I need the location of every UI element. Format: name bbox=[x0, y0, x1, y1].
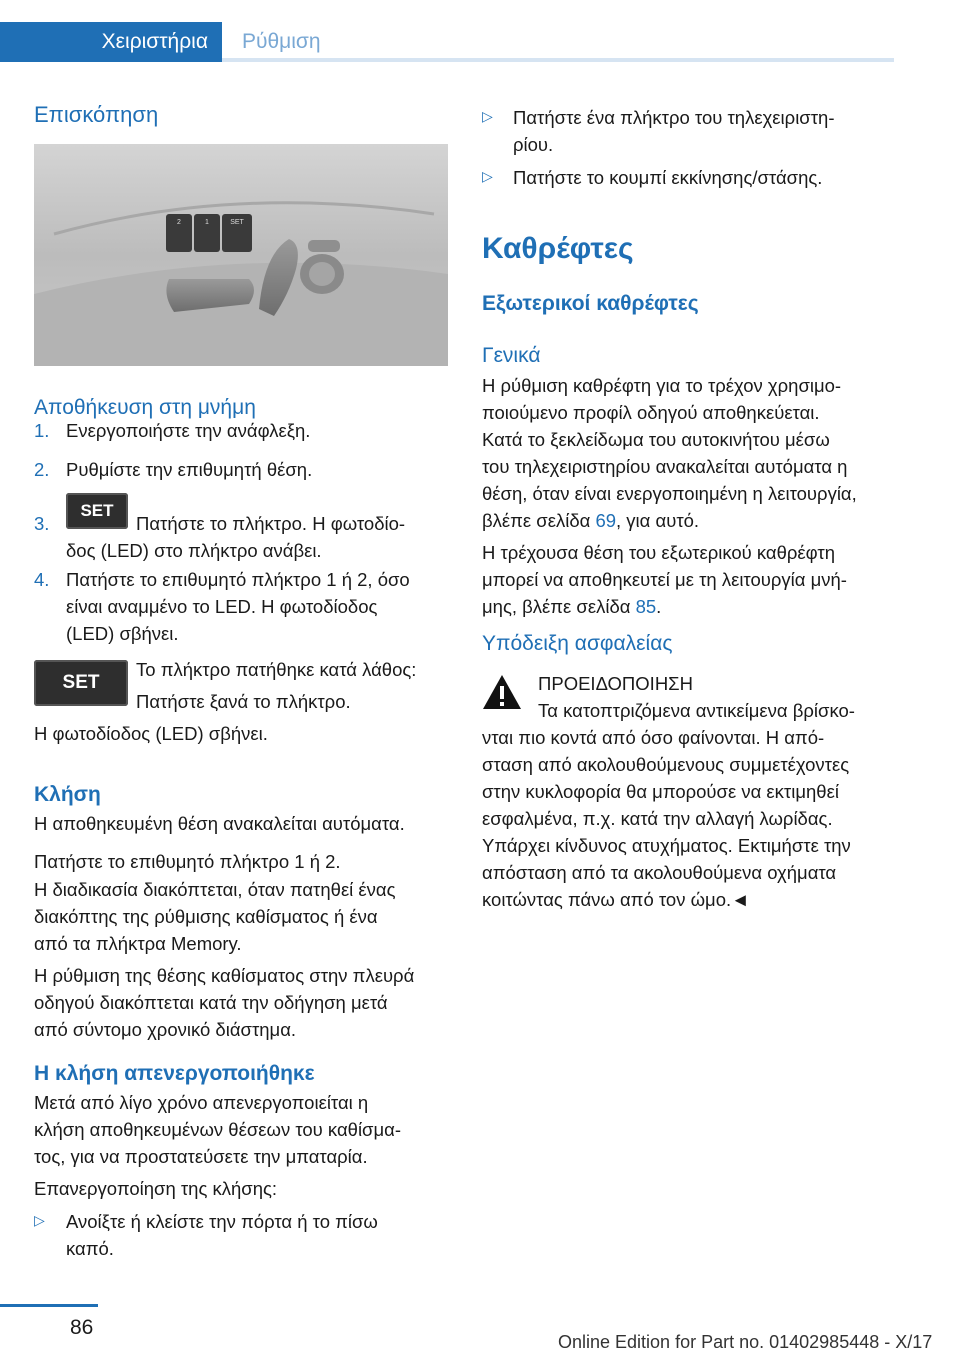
general-text: Η ρύθμιση καθρέφτη για το τρέχον χρησιμο‐ bbox=[482, 375, 842, 396]
bullet-text: ρίου. bbox=[513, 134, 554, 155]
memory-label-1: 1 bbox=[205, 219, 209, 226]
exterior-mirrors-heading: Εξωτερικοί καθρέφτες bbox=[482, 292, 699, 315]
page-link-85[interactable]: 85 bbox=[635, 596, 657, 617]
bullet-text: καπό. bbox=[66, 1238, 114, 1259]
general-text: Κατά το ξεκλείδωμα του αυτοκινήτου μέσω bbox=[482, 429, 830, 450]
led-off-text: Η φωτοδίοδος (LED) σβήνει. bbox=[34, 723, 268, 744]
tab-controls[interactable]: Χειριστήρια bbox=[0, 22, 222, 62]
general-text: ποιούμενο προφίλ οδηγού αποθηκεύεται. bbox=[482, 402, 820, 423]
deactivated-text: τος, για να προστατεύσετε την μπαταρία. bbox=[34, 1146, 368, 1167]
recall-text: διακόπτης της ρύθμισης καθίσματος ή ένα bbox=[34, 906, 378, 927]
recall-text: Η διαδικασία διακόπτεται, όταν πατηθεί ένας bbox=[34, 879, 396, 900]
recall-heading: Κλήση bbox=[34, 783, 101, 806]
warning-text: απόσταση από τα ακολουθούμενα οχήματα bbox=[482, 862, 837, 883]
page-number: 86 bbox=[70, 1316, 94, 1339]
step-text: είναι αναμμένο το LED. Η φωτοδίοδος bbox=[66, 596, 378, 617]
deactivated-text: κλήση αποθηκευμένων θέσεων του καθίσμα‐ bbox=[34, 1119, 401, 1140]
bullet-text: Ανοίξτε ή κλείστε την πόρτα ή το πίσω bbox=[66, 1211, 378, 1232]
step-number: 2. bbox=[34, 459, 50, 480]
safety-note-heading: Υπόδειξη ασφαλείας bbox=[482, 632, 673, 655]
bullet-text: Πατήστε ένα πλήκτρο του τηλεχειριστη‐ bbox=[513, 107, 835, 128]
general-text: βλέπε σελίδα 69, για αυτό. bbox=[482, 510, 700, 531]
step-text: Ενεργοποιήστε την ανάφλεξη. bbox=[66, 420, 311, 441]
warning-title: ΠΡΟΕΙΔΟΠΟΙΗΣΗ bbox=[538, 673, 693, 694]
headrest-control[interactable] bbox=[308, 240, 340, 252]
recall-text: από σύντομο χρονικό διάστημα. bbox=[34, 1019, 297, 1040]
tab-adjustment[interactable]: Ρύθμιση bbox=[222, 22, 894, 62]
warning-text: Υπάρχει κίνδυνος ατυχήματος. Εκτιμήστε την bbox=[482, 835, 851, 856]
bullet-arrow-icon: ▷ bbox=[482, 168, 493, 184]
recall-text: Πατήστε το επιθυμητό πλήκτρο 1 ή 2. bbox=[34, 851, 341, 872]
general-text: θέση, όταν είναι ενεργοποιημένη η λειτουργία, bbox=[482, 483, 857, 504]
page-header bbox=[0, 0, 960, 62]
warning-text: νται πιο κοντά από όσο φαίνονται. Η από‐ bbox=[482, 727, 825, 748]
wrong-press-text: Πατήστε ξανά το πλήκτρο. bbox=[136, 691, 351, 712]
step-number: 3. bbox=[34, 513, 50, 534]
warning-text: Τα κατοπτριζόμενα αντικείμενα βρίσκο‐ bbox=[538, 700, 855, 721]
reactivate-text: Επανεργοποίηση της κλήσης: bbox=[34, 1178, 278, 1199]
warning-triangle-icon bbox=[482, 674, 522, 710]
step-number: 1. bbox=[34, 420, 50, 441]
warning-text: εσφαλμένα, π.χ. κατά την αλλαγή λωρίδας. bbox=[482, 808, 833, 829]
memory-label-set: SET bbox=[230, 219, 244, 226]
bullet-arrow-icon: ▷ bbox=[34, 1212, 45, 1228]
set-button-icon: SET bbox=[34, 660, 128, 706]
general-text: του τηλεχειριστηρίου ανακαλείται αυτόματα η bbox=[482, 456, 848, 477]
seat-controls-illustration bbox=[34, 144, 448, 366]
general-text: Η τρέχουσα θέση του εξωτερικού καθρέφτη bbox=[482, 542, 836, 563]
step-text: Πατήστε το επιθυμητό πλήκτρο 1 ή 2, όσο bbox=[66, 569, 410, 590]
recall-text: από τα πλήκτρα Memory. bbox=[34, 933, 242, 954]
page-link-69[interactable]: 69 bbox=[595, 510, 617, 531]
seat-controls-photo bbox=[34, 144, 448, 366]
warning-text: στην κυκλοφορία θα μπορούσε να εκτιμηθεί bbox=[482, 781, 839, 802]
warning-text: σταση από ακολουθούμενους συμμετέχοντες bbox=[482, 754, 850, 775]
step-text: δος (LED) στο πλήκτρο ανάβει. bbox=[66, 540, 322, 561]
recall-text: οδηγού διακόπτεται κατά την οδήγηση μετά bbox=[34, 992, 388, 1013]
memory-label-2: 2 bbox=[177, 219, 181, 226]
step-text: (LED) σβήνει. bbox=[66, 623, 179, 644]
recall-text: Η αποθηκευμένη θέση ανακαλείται αυτόματα. bbox=[34, 813, 405, 834]
general-text: μης, βλέπε σελίδα 85. bbox=[482, 596, 662, 617]
step-number: 4. bbox=[34, 569, 50, 590]
step-text: Πατήστε το πλήκτρο. Η φωτοδίο‐ bbox=[136, 513, 406, 534]
bullet-text: Πατήστε το κουμπί εκκίνησης/στάσης. bbox=[513, 167, 823, 188]
bullet-arrow-icon: ▷ bbox=[482, 108, 493, 124]
overview-heading: Επισκόπηση bbox=[34, 102, 159, 127]
general-text: μπορεί να αποθηκευτεί με τη λειτουργία μνή‐ bbox=[482, 569, 847, 590]
footer-rule bbox=[0, 1304, 98, 1307]
recall-deactivated-heading: Η κλήση απενεργοποιήθηκε bbox=[34, 1062, 315, 1085]
step-text: Ρυθμίστε την επιθυμητή θέση. bbox=[66, 459, 313, 480]
mirrors-heading: Καθρέφτες bbox=[482, 232, 634, 265]
recall-text: Η ρύθμιση της θέσης καθίσματος στην πλευρά bbox=[34, 965, 415, 986]
deactivated-text: Μετά από λίγο χρόνο απενεργοποιείται η bbox=[34, 1092, 369, 1113]
save-memory-heading: Αποθήκευση στη μνήμη bbox=[34, 396, 256, 419]
general-heading: Γενικά bbox=[482, 344, 541, 367]
set-button-icon: SET bbox=[66, 493, 128, 529]
warning-text: κοιτώντας πάνω από τον ώμο.◄ bbox=[482, 889, 750, 910]
wrong-press-text: Το πλήκτρο πατήθηκε κατά λάθος: bbox=[136, 659, 417, 680]
edition-note: Online Edition for Part no. 01402985448 - X/17 bbox=[558, 1332, 933, 1352]
